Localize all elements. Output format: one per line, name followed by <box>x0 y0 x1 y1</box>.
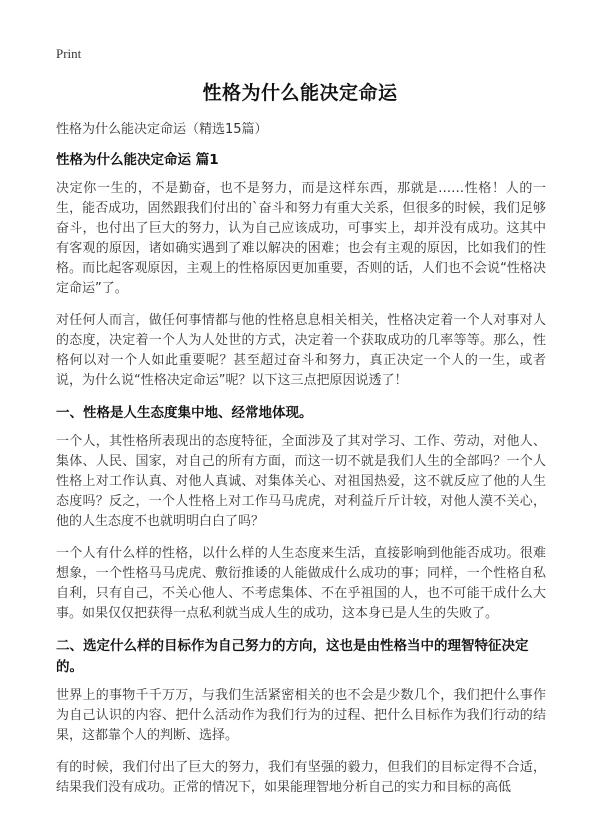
section-title: 性格为什么能决定命运 篇1 <box>56 152 219 168</box>
article-subtitle: 性格为什么能决定命运（精选15篇） <box>56 122 268 137</box>
paragraph-5: 世界上的事物千千万万，与我们生活紧密相关的也不会是少数几个，我们把什么事作为自己认识的内容、把什么活动作为我们行为的过程、把什么目标作为我们行动的结果，这都靠个人的判断、选择。 <box>56 688 546 743</box>
paragraph-3: 一个人，其性格所表现出的态度特征，全面涉及了其对学习、工作、劳动，对他人、集体、人民、国家，对自己的所有方面，而这一切不就是我们人生的全部吗？一个人性格上对工作认真、对他人真诚、对集体关心、对祖国热爱，这不就反应了他的人生态度吗？反之，一个人性格上对工作马马虎虎，对利益斤斤计较，对他人漠不关心，他的人生态度不也就明明白白了吗？ <box>56 434 546 529</box>
paragraph-4: 一个人有什么样的性格，以什么样的人生态度来生活，直接影响到他能否成功。很难想象，一个性格马马虎虎、敷衍推诿的人能做成什么成功的事；同样，一个性格自私自利，只有自己，不关心他人、不考虑集体、不在乎祖国的人，也不可能干成什么大事。如果仅仅把获得一点私利就当成人生的成功，这本身已是人生的失败了。 <box>56 546 546 621</box>
heading-2: 二、选定什么样的目标作为自己努力的方向，这也是由性格当中的理智特征决定的。 <box>56 638 529 675</box>
heading-1: 一、性格是人生态度集中地、经常地体现。 <box>56 405 313 421</box>
page-title: 性格为什么能决定命运 <box>202 82 398 104</box>
paragraph-6: 有的时候，我们付出了巨大的努力，我们有坚强的毅力，但我们的目标定得不合适，结果我们没有成功。正常的情况下，如果能理智地分析自己的实力和目标的高低 <box>56 760 546 795</box>
paragraph-1: 决定你一生的，不是勤奋，也不是努力，而是这样东西，那就是……性格！人的一生，能否成功，固然跟我们付出的`奋斗和努力有重大关系，但很多的时候，我们足够奋斗，也付出了巨大的努力，认为自己应该成功，可事实上，却并没有成功。这其中有客观的原因，诸如确实遇到了难以解决的困难；也会有主观的原因，比如我们的性格。而比起客观原因，主观上的性格原因更加重要，否则的话，人们也不会说“性格决定命运”了。 <box>56 181 546 296</box>
print-link[interactable]: Print <box>56 46 82 61</box>
paragraph-2: 对任何人而言，做任何事情都与他的性格息息相关相关，性格决定着一个人对事对人的态度，决定着一个人为人处世的方式，决定着一个获取成功的几率等等。那么，性格何以对一个人如此重要呢？甚至超过奋斗和努力，真正决定一个人的一生，或者说，为什么说“性格决定命运”呢？以下这三点把原因说透了！ <box>56 313 546 388</box>
article-body <box>56 119 546 810</box>
